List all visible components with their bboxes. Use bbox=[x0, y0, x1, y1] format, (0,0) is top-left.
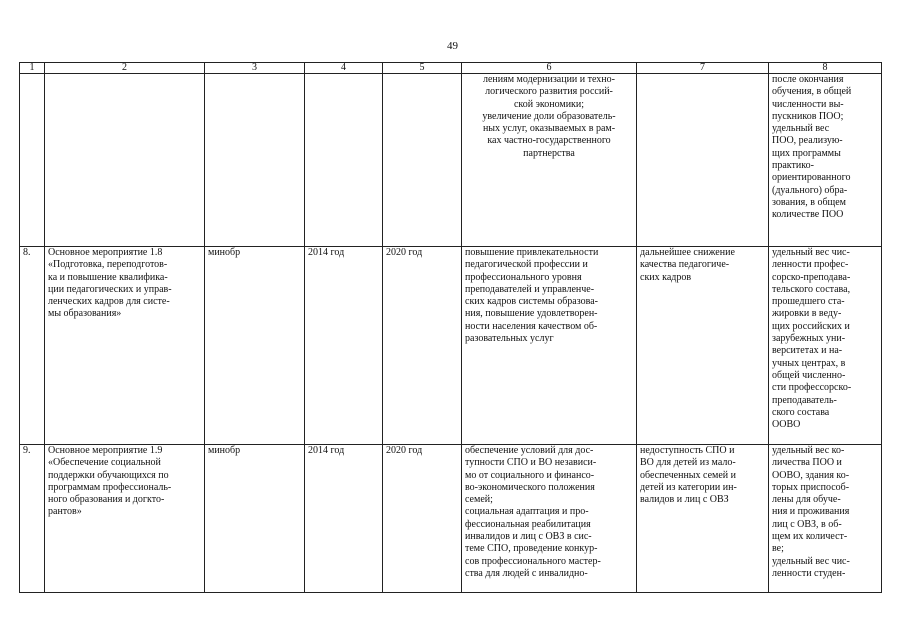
text-line: ции педагогических и управ- bbox=[48, 283, 172, 295]
consequences-cell bbox=[637, 445, 769, 593]
text-line: ВО для детей из мало- bbox=[640, 457, 736, 469]
consequences-cell bbox=[637, 247, 769, 445]
text-line: жировки в веду- bbox=[772, 308, 842, 320]
column-number-cell: 5 bbox=[383, 63, 462, 74]
column-number-cell: 2 bbox=[45, 63, 205, 74]
text-line: ленности профес- bbox=[772, 259, 849, 271]
text-line: «Обеспечение социальной bbox=[48, 457, 161, 469]
text-line: сти профессорско- bbox=[772, 382, 852, 394]
text-line: педагогической профессии и bbox=[465, 259, 588, 271]
text-line: удельный вес ко- bbox=[772, 445, 845, 456]
text-line: поддержки обучающихся по bbox=[48, 469, 169, 481]
table-row bbox=[20, 247, 882, 445]
executor-cell: минобр bbox=[205, 445, 305, 593]
text-line: ния и проживания bbox=[772, 506, 850, 518]
text-line: ских кадров bbox=[640, 271, 692, 283]
text-line: ских кадров системы образова- bbox=[465, 296, 598, 308]
text-line: ния, повышение удовлетворен- bbox=[465, 308, 598, 320]
text-line: ООВО, здания ко- bbox=[772, 469, 850, 481]
executor-cell bbox=[205, 74, 305, 247]
start-year-cell: 2014 год bbox=[305, 247, 383, 445]
text-line: ского состава bbox=[772, 406, 830, 418]
text-line: после окончания bbox=[772, 74, 844, 85]
text-line: удельный вес чис- bbox=[772, 247, 850, 258]
text-line: партнерства bbox=[523, 147, 575, 159]
indicators-cell bbox=[769, 247, 882, 445]
text-line: логического развития россий- bbox=[485, 86, 613, 98]
text-line: сов профессионального мастер- bbox=[465, 555, 601, 567]
end-year-cell: 2020 год bbox=[383, 445, 462, 593]
text-line: повышение привлекательности bbox=[465, 247, 599, 258]
text-line: обучения, в общей bbox=[772, 86, 852, 98]
expected-result-cell bbox=[462, 445, 637, 593]
text-line: детей из категории ин- bbox=[640, 481, 737, 493]
text-line: обеспечение условий для дос- bbox=[465, 445, 594, 456]
text-line: торых приспособ- bbox=[772, 481, 850, 493]
text-line: ности населения качеством об- bbox=[465, 320, 598, 332]
text-line: обеспеченных семей и bbox=[640, 469, 736, 481]
column-number-cell: 3 bbox=[205, 63, 305, 74]
column-number-cell: 7 bbox=[637, 63, 769, 74]
text-line: фессиональная реабилитация bbox=[465, 518, 591, 530]
text-line: социальная адаптация и про- bbox=[465, 506, 589, 518]
text-line: профессионального уровня bbox=[465, 271, 582, 283]
consequences-cell bbox=[637, 74, 769, 247]
measure-name-cell bbox=[45, 247, 205, 445]
text-line: сорско-преподава- bbox=[772, 271, 851, 283]
text-line: программам профессиональ- bbox=[48, 481, 172, 493]
text-line: недоступность СПО и bbox=[640, 445, 735, 456]
text-line: мо от социального и финансо- bbox=[465, 469, 595, 481]
text-line: ка и повышение квалифика- bbox=[48, 271, 168, 283]
measure-name-cell bbox=[45, 445, 205, 593]
column-number-cell: 1 bbox=[20, 63, 45, 74]
text-line: общей численно- bbox=[772, 369, 846, 381]
text-line: валидов и лиц с ОВЗ bbox=[640, 494, 729, 506]
text-line: ства для людей с инвалидно- bbox=[465, 567, 588, 579]
indicators-cell bbox=[769, 74, 882, 247]
text-line: учных центрах, в bbox=[772, 357, 846, 369]
column-number-cell: 8 bbox=[769, 63, 882, 74]
text-line: семей; bbox=[465, 494, 493, 506]
column-number-cell: 4 bbox=[305, 63, 383, 74]
text-line: разовательных услуг bbox=[465, 333, 554, 345]
text-line: личества ПОО и bbox=[772, 457, 842, 469]
column-number-cell: 6 bbox=[462, 63, 637, 74]
text-line: «Подготовка, переподготов- bbox=[48, 259, 168, 271]
text-line: верситетах и на- bbox=[772, 345, 843, 357]
text-line: качества педагогиче- bbox=[640, 259, 730, 271]
text-line: преподавателей и управленче- bbox=[465, 283, 595, 295]
text-line: ориентированного bbox=[772, 172, 851, 184]
column-number-row bbox=[20, 63, 882, 74]
page-number: 49 bbox=[447, 40, 458, 52]
end-year-cell: 2020 год bbox=[383, 247, 462, 445]
row-number-cell: 9. bbox=[20, 445, 45, 593]
text-line: удельный вес чис- bbox=[772, 555, 850, 567]
text-line: (дуального) обра- bbox=[772, 184, 848, 196]
text-line: дальнейшее снижение bbox=[640, 247, 735, 258]
text-line: тупности СПО и ВО независи- bbox=[465, 457, 597, 469]
text-line: лениям модернизации и техно- bbox=[483, 74, 615, 85]
text-line: теме СПО, проведение конкур- bbox=[465, 543, 598, 555]
indicators-cell bbox=[769, 445, 882, 593]
text-line: численности вы- bbox=[772, 98, 844, 110]
text-line: ных услуг, оказываемых в рам- bbox=[482, 123, 616, 135]
executor-cell: минобр bbox=[205, 247, 305, 445]
row-number-cell bbox=[20, 74, 45, 247]
text-line: ПОО, реализую- bbox=[772, 135, 843, 147]
text-line: зования, в общем bbox=[772, 196, 846, 208]
text-line: удельный вес bbox=[772, 123, 830, 135]
text-line: увеличение доли образователь- bbox=[482, 110, 616, 122]
text-line: ленности студен- bbox=[772, 567, 846, 579]
text-line: ленческих кадров для систе- bbox=[48, 296, 170, 308]
text-line: преподаватель- bbox=[772, 394, 837, 406]
text-line: лены для обуче- bbox=[772, 494, 841, 506]
measures-table bbox=[19, 62, 882, 593]
text-line: практико- bbox=[772, 160, 814, 172]
text-line: тельского состава, bbox=[772, 283, 851, 295]
text-line: пускников ПОО; bbox=[772, 110, 844, 122]
expected-result-cell bbox=[462, 247, 637, 445]
start-year-cell: 2014 год bbox=[305, 445, 383, 593]
text-line: ках частно-государственного bbox=[487, 135, 611, 147]
row-number-cell: 8. bbox=[20, 247, 45, 445]
end-year-cell bbox=[383, 74, 462, 247]
text-line: количестве ПОО bbox=[772, 209, 844, 221]
text-line: зарубежных уни- bbox=[772, 333, 846, 345]
text-line: ООВО bbox=[772, 419, 801, 431]
text-line: лиц с ОВЗ, в об- bbox=[772, 518, 842, 530]
start-year-cell bbox=[305, 74, 383, 247]
text-line: рантов» bbox=[48, 506, 82, 518]
text-line: прошедшего ста- bbox=[772, 296, 845, 308]
text-line: Основное мероприятие 1.8 bbox=[48, 247, 163, 258]
text-line: ской экономики; bbox=[513, 98, 585, 110]
table-row bbox=[20, 445, 882, 593]
text-line: ве; bbox=[772, 543, 784, 555]
text-line: Основное мероприятие 1.9 bbox=[48, 445, 163, 456]
text-line: ного образования и догкто- bbox=[48, 494, 165, 506]
table-row bbox=[20, 74, 882, 247]
text-line: инвалидов и лиц с ОВЗ в сис- bbox=[465, 531, 592, 543]
measure-name-cell bbox=[45, 74, 205, 247]
text-line: щих российских и bbox=[772, 320, 850, 332]
text-line: во-экономического положения bbox=[465, 481, 595, 493]
text-line: щих программы bbox=[772, 147, 841, 159]
text-line: щем их количест- bbox=[772, 531, 848, 543]
expected-result-cell bbox=[462, 74, 637, 247]
text-line: мы образования» bbox=[48, 308, 122, 320]
